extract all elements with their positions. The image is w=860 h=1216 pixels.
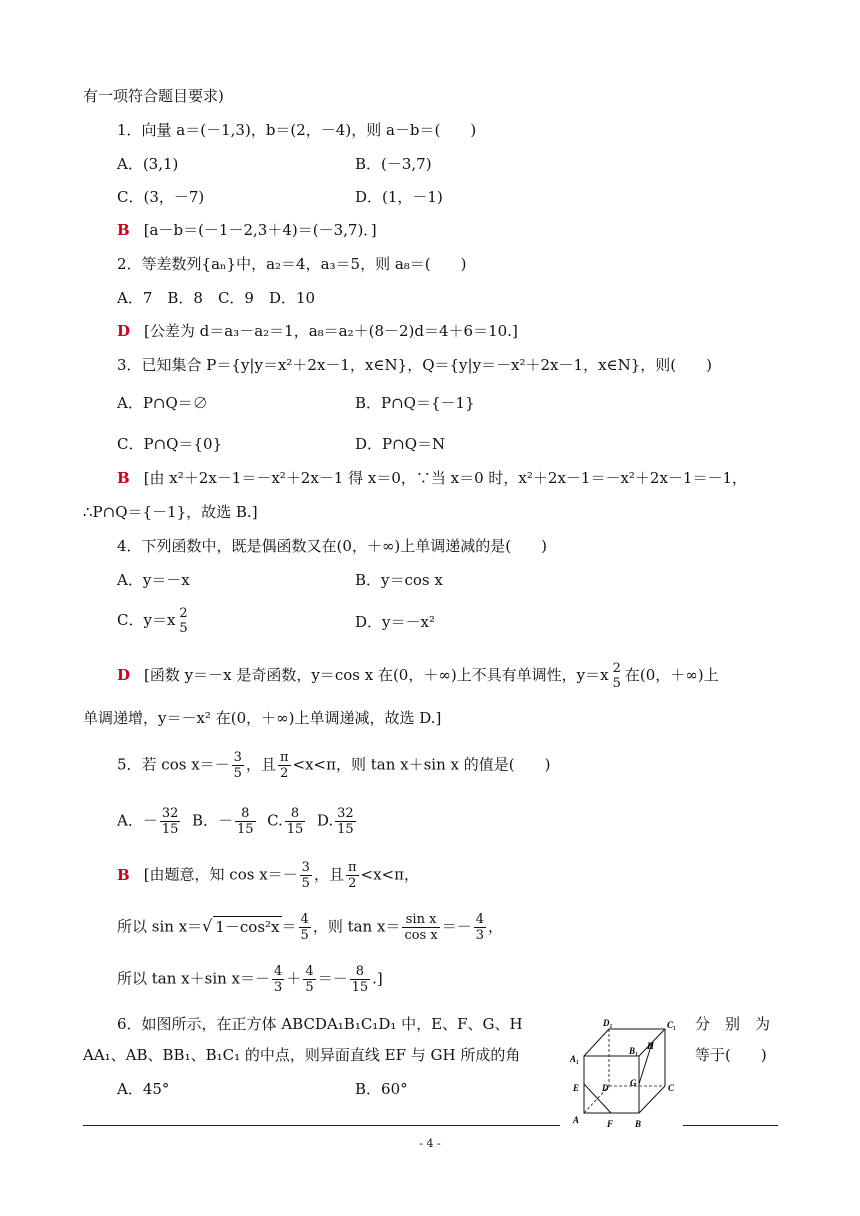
fraction-32-15 — [335, 806, 356, 837]
denominator: 15 — [161, 822, 179, 837]
fraction-4-5 — [303, 964, 315, 995]
q5-explain-3d: .] — [372, 969, 383, 988]
edge-a1d1 — [584, 1029, 609, 1056]
label-g: G — [630, 1078, 637, 1088]
fraction-4-3 — [272, 964, 284, 995]
q3-option-d: D．P∩Q＝N — [355, 435, 446, 453]
fraction-2-5 — [611, 661, 623, 691]
q2-answer: D — [117, 322, 131, 340]
label-b1: B₁ — [629, 1046, 639, 1056]
q4-option-c — [117, 606, 192, 636]
q4-explain-1b: 在(0，＋∞)上 — [624, 666, 719, 684]
q5-explain-1a: [由题意，知 cos x＝－ — [143, 865, 298, 884]
label-d: D — [602, 1083, 609, 1093]
q3-explain-2: ∴P∩Q＝{－1}，故选 B.] — [83, 503, 258, 521]
q6-option-a: A．45° — [117, 1080, 170, 1098]
q1-answer-line — [117, 220, 377, 240]
q2-stem: 2．等差数列{aₙ}中，a₂＝4，a₃＝5，则 a₈＝( ) — [117, 255, 467, 273]
label-f: F — [607, 1119, 614, 1129]
q3-option-a: A．P∩Q＝∅ — [117, 394, 208, 412]
q5-explain-3 — [117, 964, 383, 995]
q3-option-c: C．P∩Q＝{0} — [117, 435, 223, 453]
q5-explain-1b: ，且 — [313, 865, 344, 884]
q4-explain-1a: [函数 y＝－x 是奇函数，y＝cos x 在(0，＋∞)上不具有单调性，y＝x — [144, 666, 609, 684]
label-a: A — [573, 1115, 580, 1125]
q4-stem: 4．下列函数中，既是偶函数又在(0，＋∞)上单调递减的是( ) — [117, 537, 547, 555]
label-h: H — [647, 1041, 655, 1051]
denominator: 5 — [301, 876, 310, 891]
q6-line-2-right: 等于( ) — [695, 1046, 767, 1064]
q4-option-a: A．y＝－x — [117, 571, 190, 589]
denominator: 15 — [236, 822, 254, 837]
footer-rule-left — [83, 1125, 560, 1126]
denominator: 5 — [305, 980, 314, 995]
label-b: B — [635, 1119, 642, 1129]
intro-text: 有一项符合题目要求) — [83, 87, 224, 105]
numerator: 8 — [241, 806, 250, 821]
label-d1: D₁ — [603, 1018, 613, 1028]
denominator: 15 — [286, 822, 304, 837]
q5-option-a: A．－ — [117, 811, 158, 830]
denominator: 5 — [179, 621, 188, 636]
label-a1: A₁ — [570, 1054, 580, 1064]
q4-option-d: D．y＝－x² — [355, 613, 435, 631]
numerator: 8 — [355, 964, 365, 979]
numerator: π — [279, 750, 289, 765]
q5-option-d: D. — [316, 811, 334, 830]
q3-stem: 3．已知集合 P＝{y|y＝x²＋2x－1，x∈N}，Q＝{y|y＝－x²＋2x－1，x∈N}，则( ) — [117, 356, 712, 374]
q1-option-d: D．(1，－1) — [355, 188, 443, 206]
label-e: E — [573, 1083, 580, 1093]
numerator: 2 — [612, 661, 621, 676]
denominator: 5 — [300, 928, 309, 943]
q2-answer-line — [117, 321, 518, 341]
numerator: 4 — [300, 912, 309, 927]
fraction-8-15 — [285, 806, 306, 837]
fraction-3-5 — [300, 860, 312, 891]
q5-answer: B — [117, 865, 130, 884]
numerator: 2 — [179, 606, 188, 621]
q6-line-1-right: 分 别 为 — [695, 1015, 771, 1033]
q3-explain-1: [由 x²＋2x－1＝－x²＋2x－1 得 x＝0，∵当 x＝0 时，x²＋2x－1＝－x²＋2x－1＝－1， — [143, 469, 748, 487]
numerator: 3 — [301, 860, 310, 875]
radical-icon: √ — [202, 916, 213, 936]
q5-explain-3c: ＝－ — [317, 969, 348, 988]
denominator: 3 — [475, 928, 484, 943]
q5-stem-c: <x<π，则 tan x＋sin x 的值是( ) — [292, 755, 551, 774]
q5-explain-2e: ， — [488, 917, 504, 936]
q4-explain-2: 单调递增，y＝－x² 在(0，＋∞)上单调递减，故选 D.] — [83, 709, 442, 727]
numerator: 4 — [305, 964, 314, 979]
label-c1: C₁ — [667, 1020, 677, 1030]
denominator: 5 — [612, 676, 621, 691]
fraction-4-5 — [299, 912, 311, 943]
fraction-sin-cos — [402, 912, 439, 943]
denominator: cos x — [404, 928, 438, 943]
edge-bc — [639, 1086, 665, 1113]
numerator: sin x — [405, 912, 437, 927]
fraction-8-15 — [350, 964, 371, 995]
q4-answer-line — [117, 661, 719, 691]
fraction-3-5 — [232, 750, 244, 781]
q1-option-a: A．(3,1) — [117, 155, 179, 173]
numerator: 3 — [233, 750, 242, 765]
numerator: 32 — [337, 806, 354, 821]
q1-option-c: C．(3，－7) — [117, 188, 205, 206]
fraction-8-15 — [235, 806, 256, 837]
denominator: 15 — [351, 980, 369, 995]
q5-explain-2a: 所以 sin x＝ — [117, 917, 203, 936]
q4-answer: D — [117, 666, 131, 684]
fraction-2-5 — [177, 606, 189, 636]
q5-explain-2b: ＝ — [281, 917, 297, 936]
q5-explain-1c: <x<π， — [360, 865, 419, 884]
q5-explain-1 — [117, 860, 419, 891]
numerator: 32 — [161, 806, 179, 821]
q5-explain-2d: ＝－ — [441, 917, 472, 936]
radicand: 1－cos²x — [215, 917, 280, 936]
fraction-pi-2 — [346, 860, 359, 891]
q5-option-c: C. — [267, 811, 283, 830]
q5-explain-3b: ＋ — [286, 969, 302, 988]
q3-answer-line — [117, 468, 747, 488]
fraction-4-3 — [474, 912, 486, 943]
q5-option-b: B．－ — [191, 811, 233, 830]
q6-option-b: B．60° — [355, 1080, 408, 1098]
q6-line-1: 6．如图所示，在正方体 ABCDA₁B₁C₁D₁ 中，E、F、G、H — [117, 1015, 523, 1033]
q1-option-b: B．(－3,7) — [355, 155, 432, 173]
fraction-32-15 — [160, 806, 181, 837]
q1-stem: 1．向量 a＝(－1,3)，b＝(2，－4)，则 a－b＝( ) — [117, 121, 477, 139]
q5-stem — [117, 750, 550, 781]
numerator: 8 — [290, 806, 300, 821]
q5-explain-2 — [117, 912, 503, 943]
label-c: C — [668, 1083, 675, 1093]
q4-option-c-text: C．y＝x — [117, 611, 176, 629]
q2-options: A．7 B．8 C．9 D．10 — [117, 289, 316, 307]
denominator: 3 — [274, 980, 283, 995]
footer-rule-right — [683, 1125, 778, 1126]
denominator: 2 — [278, 765, 291, 781]
numerator: 4 — [274, 964, 283, 979]
page-number: - 4 - — [419, 1137, 441, 1150]
denominator: 5 — [233, 766, 242, 781]
q2-explain: [公差为 d＝a₃－a₂＝1，a₈＝a₂＋(8－2)d＝4＋6＝10.] — [144, 322, 518, 340]
q5-stem-b: ，且 — [245, 755, 276, 774]
numerator: π — [347, 860, 357, 875]
q5-explain-3a: 所以 tan x＋sin x＝－ — [117, 969, 271, 988]
cube-figure — [567, 1016, 687, 1136]
q1-answer: B — [117, 221, 130, 239]
q1-explain: [a－b＝(－1－2,3＋4)＝(－3,7)．] — [143, 221, 377, 239]
q4-option-b: B．y＝cos x — [355, 571, 443, 589]
denominator: 15 — [337, 822, 354, 837]
q5-stem-a: 5．若 cos x＝－ — [117, 755, 230, 774]
denominator: 2 — [346, 875, 359, 891]
q5-options — [117, 806, 358, 837]
q6-line-2: AA₁、AB、BB₁、B₁C₁ 的中点，则异面直线 EF 与 GH 所成的角 — [83, 1046, 521, 1064]
fraction-pi-2 — [278, 750, 291, 781]
q3-answer: B — [117, 469, 130, 487]
numerator: 4 — [475, 912, 484, 927]
q5-explain-2c: ，则 tan x＝ — [312, 917, 401, 936]
q3-option-b: B．P∩Q＝{－1} — [355, 394, 475, 412]
